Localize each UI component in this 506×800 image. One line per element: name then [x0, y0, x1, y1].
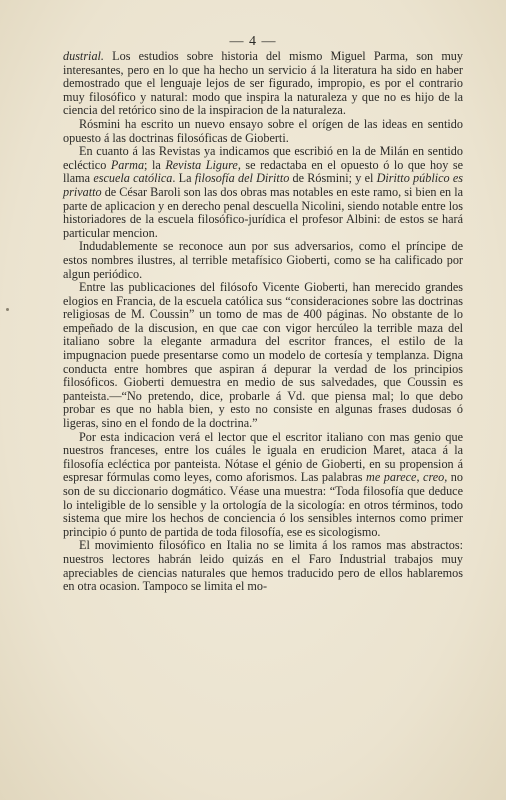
paragraph — [63, 539, 463, 593]
paragraph — [63, 118, 463, 145]
text-run: El movimiento filosófico en Italia no se limita á los ramos mas abstractos: nuestros lectores habrán leido quizás en el Faro Industrial trabajos muy apreciables de ciencias naturales que hemos traducido pero de ellos hablaremos en otra ocasion. Tampoco se limita el mo- — [63, 538, 463, 594]
italic-text: Revista Ligure — [165, 157, 238, 172]
paragraph — [63, 240, 463, 281]
text-run: Rósmini ha escrito un nuevo ensayo sobre el orígen de las ideas en sentido opuesto á las doctrinas filosóficas de Gioberti. — [63, 116, 463, 145]
text-run: Entre las publicaciones del filósofo Vicente Gioberti, han merecido grandes elogios en Francia, de la escuela católica sus “consideraciones sobre las doctrinas religiosas de M. Coussin” un tomo de mas de 400 páginas. No obstante de lo empeñado de la discusion, en que cae con vigor hercúleo la terrible maza del italiano sobre la elegante armadura del escritor frances, el estilo de la impugnacion puede presentarse como un modelo de cortesía y templanza. Digna conducta entre hombres que aspiran á depurar la verdad de los principios filosóficos. Gioberti demuestra en medio de sus salvedades, que Coussin es panteista.—“No pretendo, dice, probarle á Vd. que piensa mal; lo que debo probar es que no habla bien, y esto no consiste en algunas frases dudosas ó ligeras, sino en el fondo de la doctrina.” — [63, 280, 463, 431]
text-run: Indudablemente se reconoce aun por sus adversarios, como el príncipe de estos nombres ilustres, al terrible metafísico Gioberti, como se ha calificado por algun periódico. — [63, 239, 463, 281]
italic-text: dustrial. — [63, 49, 104, 63]
text-run: En cuanto á las Revistas ya indicamos que escribió en la de Milán en sentido ecléctico — [63, 144, 463, 172]
text-run: Por esta indicacion verá el lector que el escritor italiano con mas genio que nuestros franceses, entre los cuáles le iguala en erudicion Maret, ataca á la filosofía ecléctica por panteista. Nótase el génio de Gioberti, en su propension á espresar fórmulas como leyes, como aforismos. Las palabras — [63, 429, 463, 485]
italic-text: Diritto público es privatto — [63, 171, 463, 199]
text-run: . La — [172, 171, 195, 186]
body-text — [63, 50, 463, 594]
text-run: , se redactaba en el opuesto ó lo que hoy se llama — [63, 157, 463, 186]
italic-text: me parece, creo, — [366, 470, 448, 485]
text-run: de Rósmini; y el — [289, 171, 377, 186]
text-run: ; la — [144, 157, 166, 172]
text-run: no son de su diccionario dogmático. Véase una muestra: “Toda filosofía que deduce lo inteligible de lo sensible y la ortología de la sicología: en otros términos, todo sistema que mire los hechos de conciencia ó los sensibles internos como primer principio ó punto de partida de toda filosofía, ese es sicologismo. — [63, 470, 463, 539]
text-run: de César Baroli son las dos obras mas notables en este ramo, si bien en la parte de aplicacion y en derecho penal descuella Nicolini, siendo notable entre los historiadores de la escuela filosófico-jurídica el profesor Albini: de estos se hará particular mencion. — [63, 184, 463, 240]
paragraph — [63, 50, 463, 118]
paragraph — [63, 281, 463, 431]
paragraph — [63, 145, 463, 240]
page-number: — 4 — — [229, 34, 277, 49]
italic-text: escuela católica — [93, 171, 173, 186]
text-run: Los estudios sobre historia del mismo Miguel Parma, son muy interesantes, pero en lo que ha hecho un servicio á la literatura ha sido en haber demostrado que el lenguaje lejos de ser figurado, impropio, es por el contrario muy filosófico y natural: modo que inspira la naturaleza y que no es hijo de la ciencia del retórico sino de la inspiracion de la naturaleza. — [63, 49, 463, 118]
ink-blot — [6, 308, 9, 311]
italic-text: filosofía del Diritto — [194, 171, 290, 186]
italic-text: Parma — [110, 157, 145, 172]
paragraph — [63, 431, 463, 540]
